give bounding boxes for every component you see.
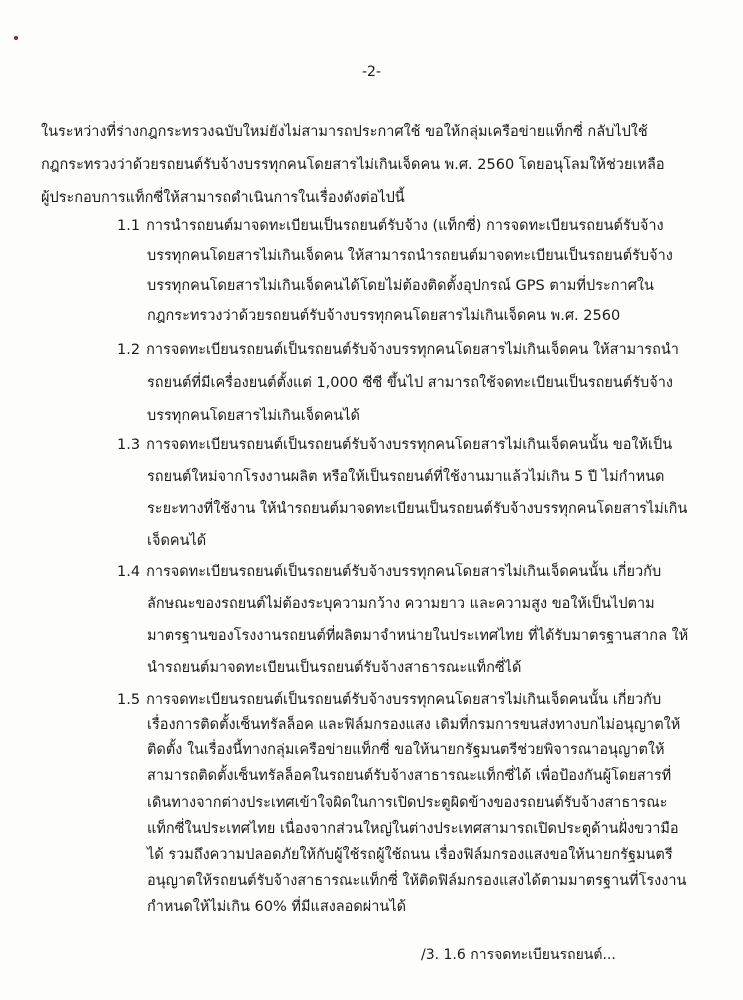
item-text: ติดตั้ง ในเรื่องนี้ทางกลุ่มเครือข่ายแท็กซี่ ขอให้นายกรัฐมนตรีช่วยพิจารณาอนุญาตให้ xyxy=(147,742,665,758)
intro-line: ในระหว่างที่ร่างกฎกระทรวงฉบับใหม่ยังไม่สามารถประกาศใช้ ขอให้กลุ่มเครือข่ายแท็กซี่ กลับไปใช้ xyxy=(41,124,648,140)
list-item-first-line xyxy=(117,690,661,712)
item-number: 1.2 xyxy=(117,342,141,358)
item-text: การจดทะเบียนรถยนต์เป็นรถยนต์รับจ้างบรรทุกคนโดยสารไม่เกินเจ็ดคนนั้น ขอให้เป็น xyxy=(146,437,673,453)
page-number: -2- xyxy=(361,64,381,80)
item-text: การนำรถยนต์มาจดทะเบียนเป็นรถยนต์รับจ้าง (แท็กซี่) การจดทะเบียนรถยนต์รับจ้าง xyxy=(146,218,664,234)
list-item-first-line xyxy=(117,562,661,584)
list-item-first-line xyxy=(117,435,672,457)
item-text: บรรทุกคนโดยสารไม่เกินเจ็ดคนได้โดยไม่ต้องติดตั้งอุปกรณ์ GPS ตามที่ประกาศใน xyxy=(147,278,654,294)
continuation-footer: /3. 1.6 การจดทะเบียนรถยนต์... xyxy=(421,947,616,963)
item-text: บรรทุกคนโดยสารไม่เกินเจ็ดคน ให้สามารถนำรถยนต์มาจดทะเบียนเป็นรถยนต์รับจ้าง xyxy=(147,248,673,264)
item-text: มาตรฐานของโรงงานรถยนต์ที่ผลิตมาจำหน่ายในประเทศไทย ที่ได้รับมาตรฐานสากล ให้ xyxy=(147,628,689,644)
item-text: รถยนต์ใหม่จากโรงงานผลิต หรือให้เป็นรถยนต์ที่ใช้งานมาแล้วไม่เกิน 5 ปี ไม่กำหนด xyxy=(147,469,665,485)
item-text: เรื่องการติดตั้งเซ็นทรัลล็อค และฟิล์มกรองแสง เดิมที่กรมการขนส่งทางบกไม่อนุญาตให้ xyxy=(147,717,681,733)
item-text: บรรทุกคนโดยสารไม่เกินเจ็ดคนได้ xyxy=(147,408,360,424)
margin-mark xyxy=(14,36,18,40)
item-text: แท็กซี่ในประเทศไทย เนื่องจากส่วนใหญ่ในต่างประเทศสามารถเปิดประตูด้านฝั่งขวามือ xyxy=(147,821,679,837)
list-item-first-line xyxy=(117,216,664,238)
intro-line: ผู้ประกอบการแท็กซี่ให้สามารถดำเนินการในเรื่องดังต่อไปนี้ xyxy=(41,190,405,206)
item-number: 1.4 xyxy=(117,564,141,580)
item-number: 1.1 xyxy=(117,218,141,234)
item-text: อนุญาตให้รถยนต์รับจ้างสาธารณะแท็กซี่ ให้ติดฟิล์มกรองแสงได้ตามมาตรฐานที่โรงงาน xyxy=(147,873,687,889)
item-text: เดินทางจากต่างประเทศเข้าใจผิดในการเปิดประตูผิดข้างของรถยนต์รับจ้างสาธารณะ xyxy=(147,795,668,811)
item-text: การจดทะเบียนรถยนต์เป็นรถยนต์รับจ้างบรรทุกคนโดยสารไม่เกินเจ็ดคน ให้สามารถนำ xyxy=(146,342,679,358)
list-item-first-line xyxy=(117,340,679,362)
item-text: กฎกระทรวงว่าด้วยรถยนต์รับจ้างบรรทุกคนโดยสารไม่เกินเจ็ดคน พ.ศ. 2560 xyxy=(147,308,621,324)
item-text: ได้ รวมถึงความปลอดภัยให้กับผู้ใช้รถผู้ใช้ถนน เรื่องฟิล์มกรองแสงขอให้นายกรัฐมนตรี xyxy=(147,847,673,863)
item-text: รถยนต์ที่มีเครื่องยนต์ตั้งแต่ 1,000 ซีซี ขึ้นไป สามารถใช้จดทะเบียนเป็นรถยนต์รับจ้าง xyxy=(147,375,673,391)
item-text: กำหนดให้ไม่เกิน 60% ที่มีแสงลอดผ่านได้ xyxy=(147,899,407,915)
item-text: ระยะทางที่ใช้งาน ให้นำรถยนต์มาจดทะเบียนเป็นรถยนต์รับจ้างบรรทุกคนโดยสารไม่เกิน xyxy=(147,501,688,517)
intro-line: กฎกระทรวงว่าด้วยรถยนต์รับจ้างบรรทุกคนโดยสารไม่เกินเจ็ดคน พ.ศ. 2560 โดยอนุโลมให้ช่วยเหลือ xyxy=(41,157,665,173)
item-text: เจ็ดคนได้ xyxy=(147,533,207,549)
item-number: 1.5 xyxy=(117,692,141,708)
item-text: นำรถยนต์มาจดทะเบียนเป็นรถยนต์รับจ้างสาธารณะแท็กซี่ได้ xyxy=(147,660,522,676)
item-text: ลักษณะของรถยนต์ไม่ต้องระบุความกว้าง ความยาว และความสูง ขอให้เป็นไปตาม xyxy=(147,596,655,612)
item-number: 1.3 xyxy=(117,437,141,453)
item-text: การจดทะเบียนรถยนต์เป็นรถยนต์รับจ้างบรรทุกคนโดยสารไม่เกินเจ็ดคนนั้น เกี่ยวกับ xyxy=(146,692,662,708)
item-text: การจดทะเบียนรถยนต์เป็นรถยนต์รับจ้างบรรทุกคนโดยสารไม่เกินเจ็ดคนนั้น เกี่ยวกับ xyxy=(146,564,662,580)
item-text: สามารถติดตั้งเซ็นทรัลล็อคในรถยนต์รับจ้างสาธารณะแท็กซี่ได้ เพื่อป้องกันผู้โดยสารที่ xyxy=(147,768,672,784)
